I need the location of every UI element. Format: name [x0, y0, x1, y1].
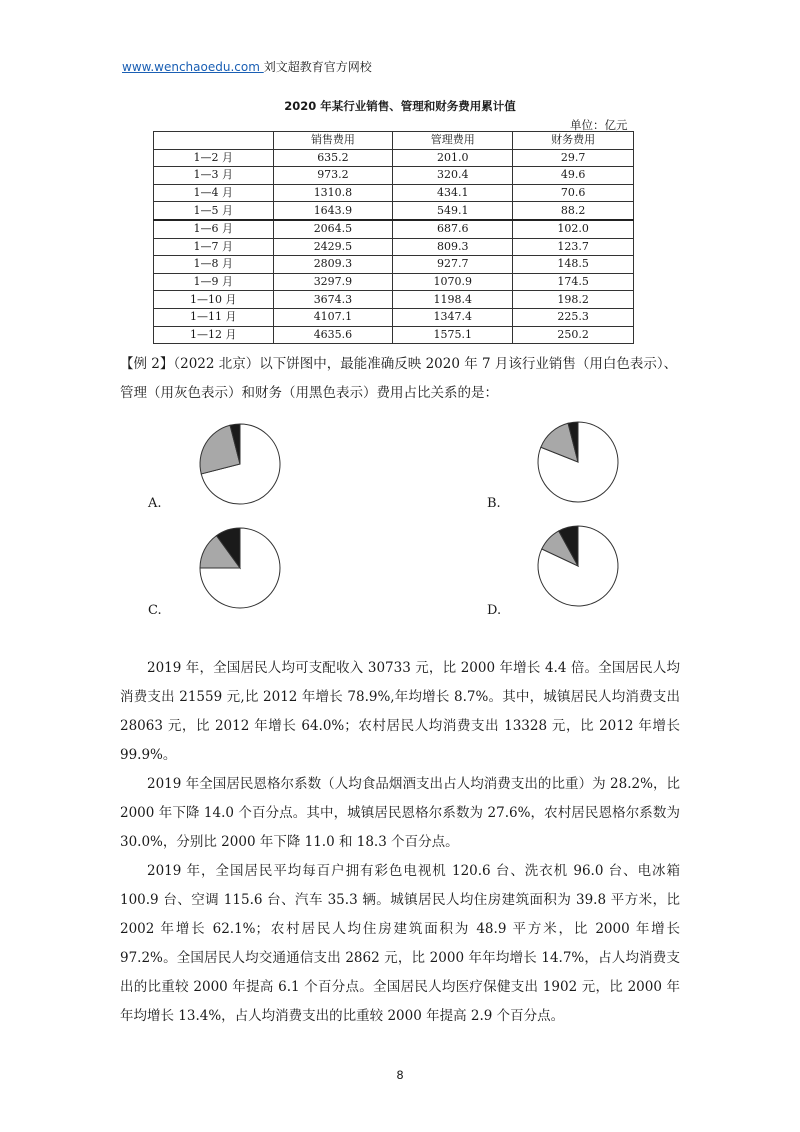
pie-chart-b	[536, 420, 620, 504]
option-b-label[interactable]: B.	[487, 496, 501, 511]
option-c-label[interactable]: C.	[148, 603, 162, 618]
table-row	[154, 202, 634, 220]
table-cell: 29.7	[513, 149, 634, 167]
table-cell: 88.2	[513, 202, 634, 220]
page-header	[122, 58, 372, 75]
site-url-link[interactable]: www.wenchaoedu.com	[122, 60, 264, 74]
page-number: 8	[396, 1068, 404, 1082]
table-header-cell: 财务费用	[513, 132, 634, 150]
paragraph-3: 2019 年，全国居民平均每百户拥有彩色电视机 120.6 台、洗衣机 96.0 台、电冰箱 100.9 台、空调 115.6 台、汽车 35.3 辆。城镇居民人均住房建筑面积为 39.8 平方米，比 2002 年增长 62.1%；农村居民人均住房建筑面积为 48.9 平方米，比 2000 年增长 97.2%。全国居民人均交通通信支出 2862 元，比 2000 年年均增长 14.7%，占人均消费支出的比重较 2000 年提高 6.1 个百分点。全国居民人均医疗保健支出 1902 元，比 2000 年年均增长 13.4%，占人均消费支出的比重较 2000 年提高 2.9 个百分点。	[120, 863, 680, 1024]
table-cell: 4635.6	[273, 326, 393, 344]
table-cell: 549.1	[393, 202, 513, 220]
table-cell: 1—4 月	[154, 184, 274, 202]
option-d-label[interactable]: D.	[487, 603, 502, 618]
table-cell: 1—6 月	[154, 220, 274, 238]
table-cell: 2064.5	[273, 220, 393, 238]
table-cell: 1198.4	[393, 291, 513, 309]
table-unit: 单位：亿元	[570, 118, 628, 132]
table-cell: 49.6	[513, 167, 634, 185]
table-row	[154, 273, 634, 291]
table-row	[154, 291, 634, 309]
table-cell: 3297.9	[273, 273, 393, 291]
table-cell: 1070.9	[393, 273, 513, 291]
table-cell: 198.2	[513, 291, 634, 309]
pie-chart-d	[536, 524, 620, 608]
table-cell: 70.6	[513, 184, 634, 202]
table-cell: 1347.4	[393, 308, 513, 326]
table-row	[154, 238, 634, 256]
table-header-cell: 管理费用	[393, 132, 513, 150]
paragraph-2: 2019 年全国居民恩格尔系数（人均食品烟酒支出占人均消费支出的比重）为 28.2%，比 2000 年下降 14.0 个百分点。其中，城镇居民恩格尔系数为 27.6%，农村居民恩格尔系数为 30.0%，分别比 2000 年下降 11.0 和 18.3 个百分点。	[120, 776, 680, 850]
table-cell: 250.2	[513, 326, 634, 344]
table-row	[154, 326, 634, 344]
table-title: 2020 年某行业销售、管理和财务费用累计值	[284, 99, 516, 113]
table-cell: 927.7	[393, 256, 513, 274]
table-cell: 1—2 月	[154, 149, 274, 167]
table-cell: 1575.1	[393, 326, 513, 344]
table-cell: 1—3 月	[154, 167, 274, 185]
table-cell: 320.4	[393, 167, 513, 185]
table-cell: 687.6	[393, 220, 513, 238]
table-cell: 174.5	[513, 273, 634, 291]
pie-chart-a	[198, 422, 282, 506]
table-header-cell	[154, 132, 274, 150]
table-row	[154, 149, 634, 167]
table-cell: 973.2	[273, 167, 393, 185]
table-cell: 1310.8	[273, 184, 393, 202]
table-row	[154, 256, 634, 274]
table-cell: 809.3	[393, 238, 513, 256]
table-row	[154, 220, 634, 238]
question-text: 【例 2】（2022 北京）以下饼图中，最能准确反映 2020 年 7 月该行业销售（用白色表示）、管理（用灰色表示）和财务（用黑色表示）费用占比关系的是：	[120, 356, 678, 401]
table-cell: 635.2	[273, 149, 393, 167]
table-cell: 434.1	[393, 184, 513, 202]
pie-chart-c	[198, 526, 282, 610]
paragraph-1: 2019 年，全国居民人均可支配收入 30733 元，比 2000 年增长 4.4 倍。全国居民人均消费支出 21559 元,比 2012 年增长 78.9%,年均增长 8.7%。其中，城镇居民人均消费支出 28063 元，比 2012 年增长 64.0%；农村居民人均消费支出 13328 元，比 2012 年增长 99.9%。	[120, 660, 680, 763]
table-cell: 148.5	[513, 256, 634, 274]
table-cell: 1—11 月	[154, 308, 274, 326]
table-cell: 225.3	[513, 308, 634, 326]
table-cell: 123.7	[513, 238, 634, 256]
table-cell: 3674.3	[273, 291, 393, 309]
option-a-label[interactable]: A.	[148, 496, 162, 511]
table-cell: 1—5 月	[154, 202, 274, 220]
table-cell: 1643.9	[273, 202, 393, 220]
table-cell: 1—7 月	[154, 238, 274, 256]
data-table	[153, 131, 634, 344]
table-header-cell: 销售费用	[273, 132, 393, 150]
table-row	[154, 184, 634, 202]
table-cell: 2429.5	[273, 238, 393, 256]
table-cell: 1—9 月	[154, 273, 274, 291]
table-cell: 102.0	[513, 220, 634, 238]
body-paragraphs	[120, 654, 680, 1031]
site-name: 刘文超教育官方网校	[263, 60, 372, 74]
table-row	[154, 308, 634, 326]
table-cell: 1—8 月	[154, 256, 274, 274]
table-cell: 4107.1	[273, 308, 393, 326]
table-cell: 201.0	[393, 149, 513, 167]
table-cell: 1—10 月	[154, 291, 274, 309]
table-header-row	[154, 132, 634, 150]
table-cell: 2809.3	[273, 256, 393, 274]
table-row	[154, 167, 634, 185]
table-cell: 1—12 月	[154, 326, 274, 344]
